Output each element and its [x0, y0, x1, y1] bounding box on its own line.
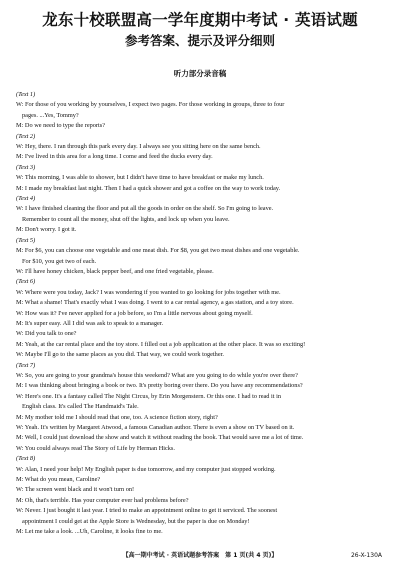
transcript-line: M: It's super easy. All I did was ask to speak to a manager.: [16, 319, 164, 327]
transcript-line: M: What a shame! That's exactly what I was doing. I went to a car rental agency, a gas station, and a toy store.: [16, 299, 294, 307]
transcript-line: W: I'll have honey chicken, black pepper beef, and one fried vegetable, please.: [16, 267, 214, 275]
transcript-line: M: For $6, you can choose one vegetable and one meat dish. For $8, you get two meat dishes and one vegetable.: [16, 247, 300, 255]
transcript-line: M: What do you mean, Caroline?: [16, 476, 101, 484]
transcript-line: W: The screen went black and it won't turn on!: [16, 486, 135, 494]
transcript-line: W: Never. I just bought it last year. I tried to make an appointment online to get it serviced. The soonest: [16, 507, 278, 515]
transcript-line: pages. ...Yes, Tommy?: [22, 111, 79, 119]
transcript-line: W: This morning, I was able to shower, but I didn't have time to have breakfast or make my lunch.: [16, 174, 264, 182]
transcript-line: appointment I could get at the Apple Store is Wednesday, but the paper is due on Monday!: [22, 517, 250, 525]
text-label: (Text 1): [16, 91, 36, 98]
transcript-line: M: I was thinking about bringing a book or two. It's pretty boring over there. Do you have any recommendations?: [16, 382, 303, 390]
transcript-line: W: Maybe I'll go to the same places as you did. That way, we could work together.: [16, 351, 224, 359]
transcript-line: W: You could always read The Story of Life by Herman Hicks.: [16, 444, 175, 452]
transcript-line: W: Yeah. It's written by Margaret Atwood, a famous Canadian author. There is even a show on TV based on it.: [16, 424, 295, 431]
transcript-line: Remember to count all the money, shut off the lights, and lock up when you leave.: [22, 215, 230, 223]
transcript-body: [16, 90, 388, 537]
transcript-line: W: How was it? I've never applied for a job before, so I'm a little nervous about going myself.: [16, 309, 253, 317]
text-label: (Text 4): [16, 195, 36, 203]
transcript-line: M: Oh, that's terrible. Has your computer ever had problems before?: [16, 496, 189, 504]
text-label: (Text 3): [16, 163, 36, 171]
page-title: 龙东十校联盟高一学年度期中考试 · 英语试题: [42, 11, 358, 29]
transcript-line: W: Did you talk to one?: [16, 330, 77, 338]
transcript-line: W: Here's one. It's a fantasy called The Night Circus, by Erin Morgenstern. Or this one. I had to read it in: [16, 392, 281, 400]
transcript-line: M: Do we need to type the reports?: [16, 122, 106, 130]
footer-page-info: 【高一期中考试 · 英语试题参考答案 第 1 页(共 4 页)】: [122, 552, 278, 559]
transcript-line: W: For those of you working by yourselves, I expect two pages. For those working in groups, three to four: [16, 101, 285, 109]
transcript-line: W: I have finished cleaning the floor and put all the goods in order on the shelf. So I'm going to leave.: [16, 205, 274, 213]
footer-code: 26-X-130A: [350, 552, 382, 559]
text-label: (Text 7): [16, 361, 36, 369]
text-label: (Text 8): [16, 455, 36, 463]
transcript-line: W: Alan, I need your help! My English paper is due tomorrow, and my computer just stopped working.: [16, 465, 276, 473]
text-label: (Text 5): [16, 236, 36, 244]
transcript-line: M: Yeah, at the car rental place and the toy store. I filled out a job application at the other place. It was so exciting!: [16, 340, 306, 348]
transcript-line: M: I made my breakfast last night. Then I had a quick shower and got a coffee on the way to work today.: [16, 184, 281, 192]
transcript-line: W: Where were you today, Jack? I was wondering if you wanted to go looking for jobs together with me.: [16, 288, 281, 296]
section-heading: 听力部分录音稿: [173, 69, 227, 78]
transcript-line: M: My mother told me I should read that one, too. A science fiction story, right?: [16, 413, 218, 421]
text-label: (Text 6): [16, 278, 36, 286]
transcript-line: W: Hey, there. I ran through this park every day. I always see you sitting here on the same bench.: [16, 143, 261, 151]
transcript-line: M: Let me take a look. ...Uh, Caroline, it looks fine to me.: [16, 528, 163, 536]
page-subtitle: 参考答案、提示及评分细则: [124, 33, 275, 48]
transcript-line: For $10, you get two of each.: [22, 257, 97, 265]
transcript-line: W: So, you are going to your grandma's house this weekend? What are you going to do while you're over there?: [16, 371, 298, 379]
text-label: (Text 2): [16, 132, 36, 140]
transcript-line: English class. It's called The Handmaid's Tale.: [22, 403, 139, 411]
transcript-line: M: I've lived in this area for a long time. I come and feed the ducks every day.: [16, 153, 213, 161]
page-header: [0, 10, 400, 80]
transcript-line: M: Well, I could just download the show and watch it without reading the book. That would save me a lot of time.: [16, 434, 304, 442]
page-footer: [0, 551, 400, 561]
transcript-line: M: Don't worry. I got it.: [16, 226, 77, 234]
